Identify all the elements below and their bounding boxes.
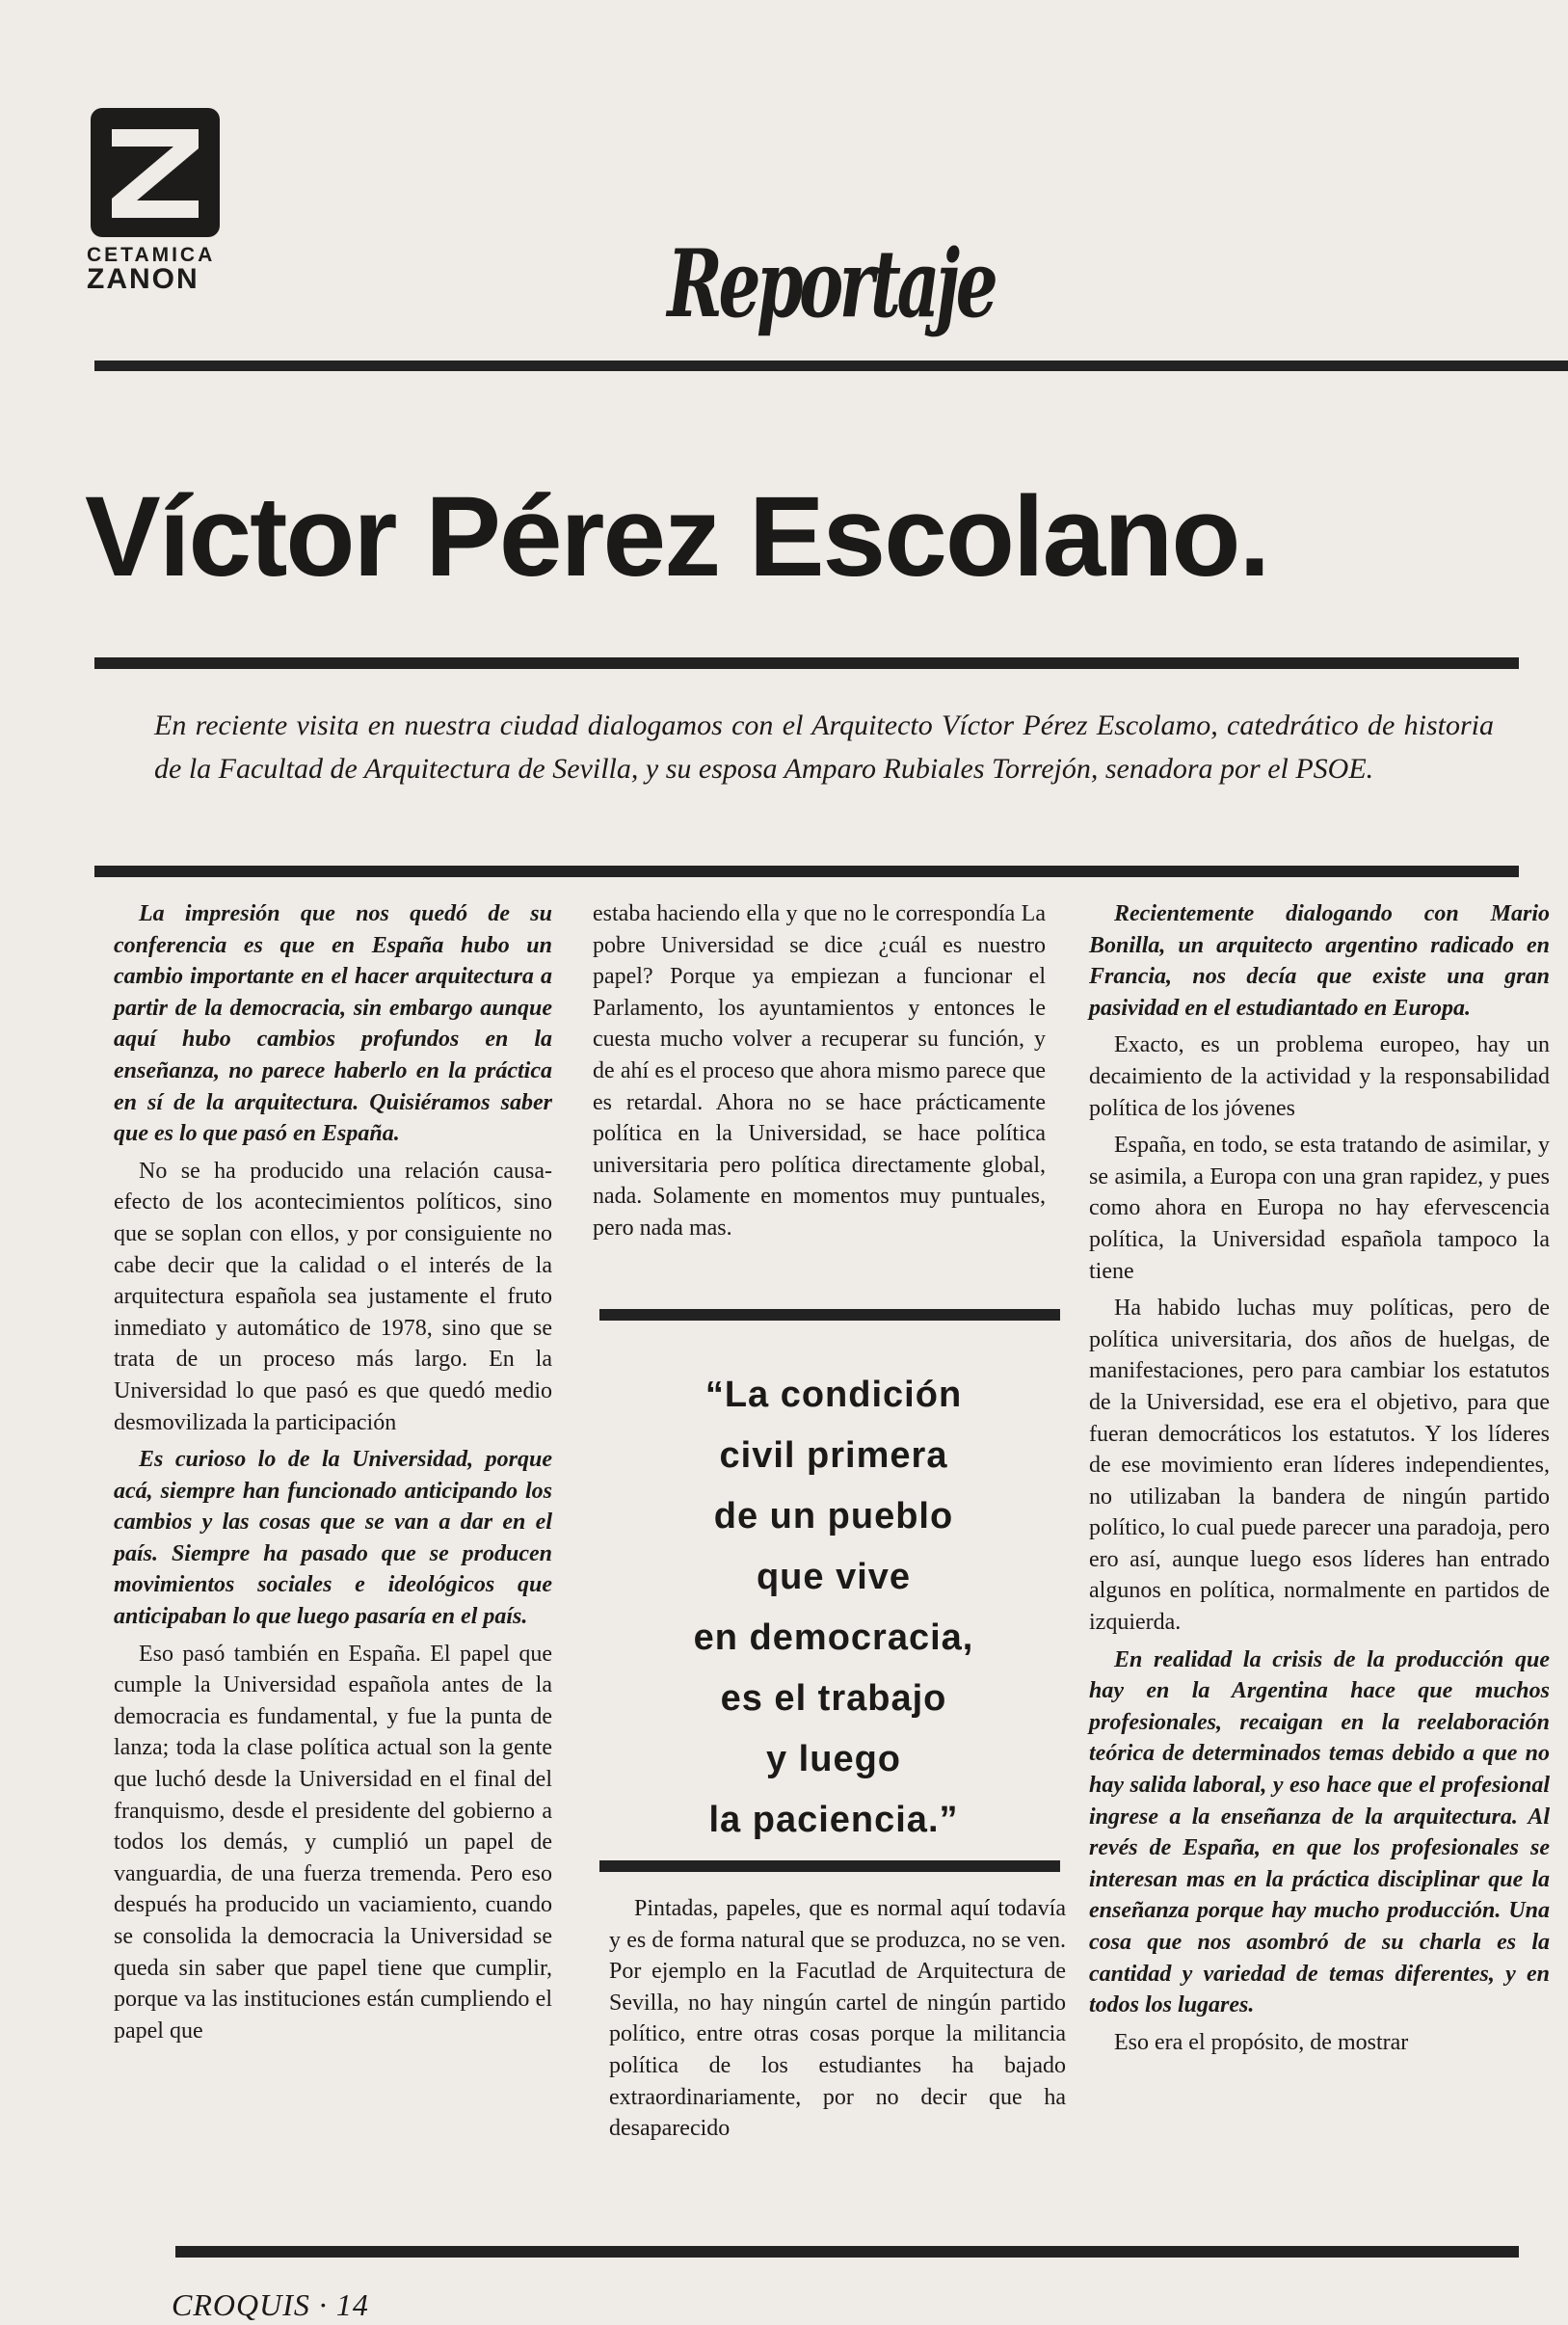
question-paragraph: Es curioso lo de la Universidad, porque acá, siempre han funcionado anticipando los cambios y las cosas que se van a dar en el país. Siempre ha pasado que se producen movimientos sociales e ideológicos que anticipaban lo que luego pasaría en el país.: [114, 1447, 552, 1630]
z-logo-icon: [91, 108, 220, 237]
pull-quote: [617, 1365, 1050, 1851]
intro-paragraph: En reciente visita en nuestra ciudad dialogamos con el Arquitecto Víctor Pérez Escolamo, catedrático de historia de la Facultad de Arquitectura de Sevilla, y su esposa Amparo Rubiales Torrejón, senadora por el PSOE.: [154, 709, 1494, 785]
column-1: [114, 898, 552, 2052]
divider-rule: [94, 866, 1519, 877]
divider-rule: [94, 657, 1519, 669]
answer-paragraph: Ha habido luchas muy políticas, pero de política universitaria, dos años de huelgas, de manifestaciones, pero para cambiar los estatutos de la Universidad, ese era el objetivo, para que fueran democráticos los estatutos. Y los líderes de ese movimiento eran líderes independientes, no utilizaban la bandera de ningún partido político, lo cual puede parecer una paradoja, pero ero así, aunque luego esos líderes han entrado algunos en política, normalmente en partidos de izquierda.: [1089, 1296, 1550, 1636]
section-title: Reportaje: [663, 229, 998, 338]
question-paragraph: La impresión que nos quedó de su conferencia es que en España hubo un cambio importante en el hacer arquitectura a partir de la democracia, sin embargo aunque aquí hubo cambios profundos en la enseñanza, no parece haberlo en la práctica en sí de la arquitectura. Quisiéramos saber que es lo que pasó en España.: [114, 901, 552, 1147]
pull-quote-rule-top: [599, 1309, 1060, 1321]
ceramica-zanon-logo: [87, 108, 231, 294]
pull-quote-line: en democracia,: [693, 1617, 974, 1658]
column-3: [1089, 898, 1550, 2064]
footer-folio: CROQUIS · 14: [172, 2287, 369, 2322]
answer-paragraph: España, en todo, se esta tratando de asimilar, y se asimila, a Europa con una gran rapidez, y pues como ahora en Europa no hay efervescencia política, la Universidad española tampoco la tiene: [1089, 1133, 1550, 1284]
pull-quote-line: y luego: [765, 1739, 902, 1779]
question-paragraph: Recientemente dialogando con Mario Bonilla, un arquitecto argentino radicado en Francia, nos decía que existe una gran pasividad en el estudiantado en Europa.: [1089, 901, 1550, 1021]
pull-quote-rule-bottom: [599, 1860, 1060, 1872]
question-paragraph: En realidad la crisis de la producción que hay en la Argentina hace que muchos profesionales, recaigan en la reelaboración teórica de determinados temas debido a que no hay salida laboral, y eso hace que el profesional ingrese a la enseñanza de la arquitectura. Al revés de España, en que los profesionales se interesan mas en la práctica disciplinar que la enseñanza porque hay mucho producción. Una cosa que nos asombró de su charla es la cantidad y variedad de temas diferentes, y en todos los lugares.: [1089, 1646, 1550, 2018]
column-2-top: [593, 898, 1046, 1250]
logo-text-line1: CETAMICA: [87, 244, 216, 266]
pull-quote-line: es el trabajo: [720, 1678, 947, 1719]
answer-paragraph: No se ha producido una relación causa-efecto de los acontecimientos políticos, sino que se soplan con ellos, y por consiguiente no cabe decir que la calidad o el interés de la arquitectura española sea justamente el fruto inmediato y automático de 1978, sino que se trata de un proceso más largo. En la Universidad lo que pasó es que quedó medio desmovilizada la participación: [114, 1158, 552, 1435]
footer-rule: [175, 2246, 1519, 2258]
answer-paragraph: Eso era el propósito, de mostrar: [1114, 2029, 1409, 2055]
pull-quote-line: de un pueblo: [713, 1496, 954, 1537]
section-rule: [94, 361, 1568, 371]
headline: Víctor Pérez Escolano.: [85, 473, 1269, 601]
answer-paragraph: Exacto, es un problema europeo, hay un decaimiento de la actividad y la responsabilidad política de los jóvenes: [1089, 1032, 1550, 1121]
pull-quote-line: que vive: [756, 1557, 912, 1597]
column-2-bottom: [609, 1893, 1066, 2151]
pull-quote-line: la paciencia.”: [708, 1800, 959, 1840]
pull-quote-line: civil primera: [719, 1435, 948, 1476]
pull-quote-line: “La condición: [704, 1375, 963, 1415]
paragraph: Pintadas, papeles, que es normal aquí todavía y es de forma natural que se produzca, no se ven. Por ejemplo en la Facutlad de Arquitectura de Sevilla, no hay ningún cartel de ningún partido político, entre otras cosas porque la militancia política de los estudiantes ha bajado extraordinariamente, por no decir que ha desaparecido: [609, 1896, 1066, 2142]
logo-text-line2: ZANON: [87, 263, 199, 295]
answer-paragraph: Eso pasó también en España. El papel que cumple la Universidad española antes de la democracia es fundamental, y fue la punta de lanza; toda la clase política actual son la gente que luchó desde la Universidad en el final del franquismo, desde el presidente del gobierno a todos los demás, y cumplió un papel de vanguardia, de una fuerza tremenda. Pero eso después ha producido un vaciamiento, cuando se consolida la democracia la Universidad se queda sin saber que papel tiene que cumplir, porque va las instituciones están cumpliendo el papel que: [114, 1641, 552, 2044]
paragraph: estaba haciendo ella y que no le correspondía La pobre Universidad se dice ¿cuál es nuestro papel? Porque ya empiezan a funcionar el Parlamento, los ayuntamientos y entonces le cuesta mucho volver a recuperar su función, y de ahí es el proceso que ahora mismo parece que es retardal. Ahora no se hace prácticamente política en la Universidad, se hace política universitaria pero política directamente global, nada. Solamente en momentos muy puntuales, pero nada mas.: [593, 901, 1046, 1241]
